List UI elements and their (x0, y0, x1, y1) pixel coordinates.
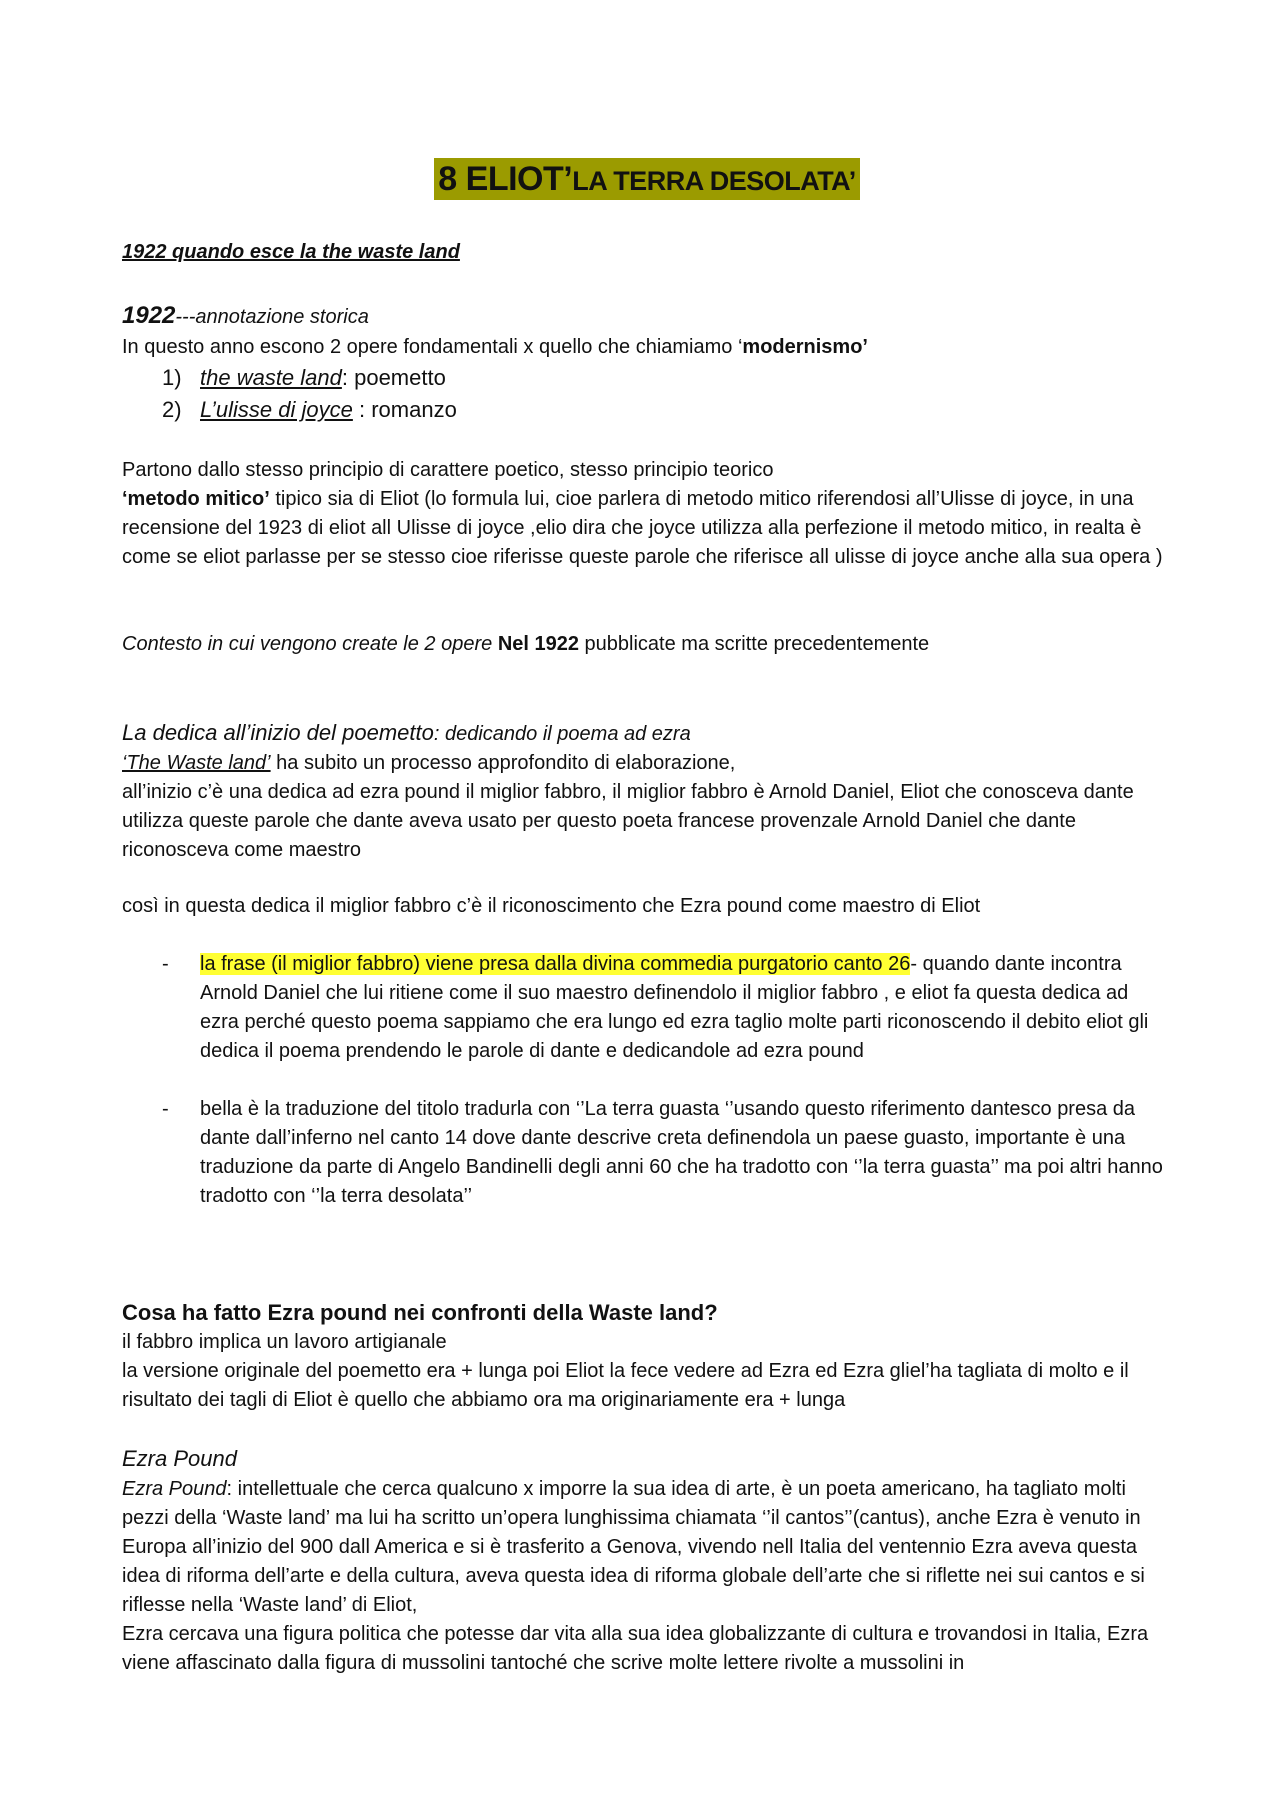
annotation-sentence-bold: modernismo’ (742, 336, 868, 358)
dedica-heading (122, 718, 1172, 749)
ezra-section (122, 1298, 1172, 1415)
context-italic: Contesto in cui vengono create le 2 opere (122, 633, 498, 655)
principle-rest: tipico sia di Eliot (lo formula lui, cioe parlera di metodo mitico riferendosi all’Ulisse di joyce, in una recensione del 1923 di eliot all Ulisse di joyce ,elio dira che joyce utilizza alla perfezione il metodo mitico, in realta è come se eliot parlasse per se stesso cioe riferisse queste parole che riferisce all ulisse di joyce anche alla sua opera ) (122, 488, 1163, 568)
ezra-heading: Cosa ha fatto Ezra pound nei confronti della Waste land? (122, 1300, 718, 1325)
dedica-bullets (122, 950, 1172, 1211)
pound-text: : intellettuale che cerca qualcuno x imporre la sua idea di arte, è un poeta americano, ha tagliato molti pezzi della ‘Waste land’ ma lui ha scritto un’opera lunghissima chiamata ‘’il cantos’’(cantus), anche Ezra è venuto in Europa all’inizio del 900 dall America e si è trasferito a Genova, vivendo nell Italia del ventennio Ezra aveva questa idea di riforma dell’arte e della cultura, aveva questa idea di riforma globale dell’arte che si riflette nei sui cantos e si riflesse nella ‘Waste land’ di Eliot, (122, 1478, 1145, 1616)
work-title: the waste land (200, 365, 342, 390)
dedica-section (122, 718, 1172, 865)
title-highlight (434, 158, 859, 200)
list-item (122, 1095, 1172, 1211)
dedica-heading-main: La dedica all’inizio del poemetto (122, 720, 434, 745)
bullet-text: bella è la traduzione del titolo tradurla con ‘’La terra guasta ‘’usando questo riferimento dantesco presa da dante dall’inferno nel canto 14 dove dante descrive creta definendola un paese guasto, importante è una traduzione da parte di Angelo Bandinelli degli anni 60 che ha tradotto con ‘’la terra guasta’’ ma poi altri hanno tradotto con ‘’la terra desolata’’ (200, 1098, 1163, 1207)
annotation-heading (122, 300, 1172, 333)
bullet-dash: - (162, 953, 169, 975)
ezra-line1: il fabbro implica un lavoro artigianale (122, 1331, 447, 1353)
list-item (122, 950, 1172, 1066)
ezra-paragraph: la versione originale del poemetto era + lunga poi Eliot la fece vedere ad Ezra ed Ezra gliel’ha tagliata di molto e il risultato dei tagli di Eliot è quello che abbiamo ora ma originariamente era + lunga (122, 1360, 1129, 1411)
annotation-label: annotazione storica (195, 306, 369, 328)
pound-heading: Ezra Pound (122, 1446, 237, 1471)
pound-paragraph-1 (122, 1475, 1172, 1620)
dedica-wl-rest: ha subito un processo approfondito di elaborazione, (270, 752, 736, 774)
title-part2: LA TERRA DESOLATA’ (572, 166, 856, 196)
list-number: 1) (162, 365, 182, 390)
title-part1: 8 ELIOT’ (438, 160, 573, 198)
list-number: 2) (162, 397, 182, 422)
work-type: : romanzo (352, 397, 457, 422)
dedica-paragraph: all’inizio c’è una dedica ad ezra pound il miglior fabbro, il miglior fabbro è Arnold Daniel, Eliot che conosceva dante utilizza queste parole che dante aveva usato per questo poeta francese provenzale Arnold Daniel che dante riconosceva come maestro (122, 781, 1134, 861)
work-title: L’ulisse di joyce (200, 397, 353, 422)
annotation-sentence-start: In questo anno escono 2 opere fondamentali x quello che chiamiamo ‘ (122, 336, 743, 358)
annotation-sep: --- (175, 306, 196, 328)
dedica-wl-line (122, 749, 1172, 778)
context-bold: Nel 1922 (497, 633, 579, 655)
context-rest: pubblicate ma scritte precedentemente (578, 633, 930, 655)
annotation-block (122, 300, 1172, 426)
context-line (122, 630, 1172, 659)
intro-line: 1922 quando esce la the waste land (122, 241, 460, 263)
dedica-heading-rest: : dedicando il poema ad ezra (433, 723, 691, 745)
work-type: : poemetto (341, 365, 446, 390)
page-title (122, 160, 1172, 199)
list-item (122, 394, 1172, 426)
principle-line1: Partono dallo stesso principio di carattere poetico, stesso principio teorico (122, 459, 774, 481)
pound-name: Ezra Pound (122, 1478, 227, 1500)
list-item (122, 362, 1172, 394)
works-list (122, 362, 1172, 426)
dedica-wl-title: ‘The Waste land’ (122, 752, 271, 774)
pound-section (122, 1443, 1172, 1678)
principle-paragraph (122, 485, 1172, 572)
bullet-text: - quando dante incontra Arnold Daniel che lui ritiene come il suo maestro definendolo il miglior fabbro , e eliot fa questa dedica ad ezra perché questo poema sappiamo che era lungo ed ezra taglio molte parti riconoscendo il debito eliot gli dedica il poema prendendo le parole di dante e dedicandole ad ezra pound (200, 953, 1149, 1062)
bullet-dash: - (162, 1098, 169, 1120)
annotation-sentence (122, 333, 1172, 362)
annotation-year: 1922 (122, 302, 176, 329)
dedica-paragraph-2: così in questa dedica il miglior fabbro c’è il riconoscimento che Ezra pound come maestro di Eliot (122, 895, 981, 917)
highlighted-phrase: la frase (il miglior fabbro) viene presa dalla divina commedia purgatorio canto 26 (200, 953, 911, 975)
principle-block (122, 456, 1172, 572)
principle-bold: ‘metodo mitico’ (122, 488, 270, 510)
pound-paragraph-2: Ezra cercava una figura politica che potesse dar vita alla sua idea globalizzante di cultura e trovandosi in Italia, Ezra viene affascinato dalla figura di mussolini tantoché che scrive molte lettere rivolte a mussolini in (122, 1623, 1149, 1674)
